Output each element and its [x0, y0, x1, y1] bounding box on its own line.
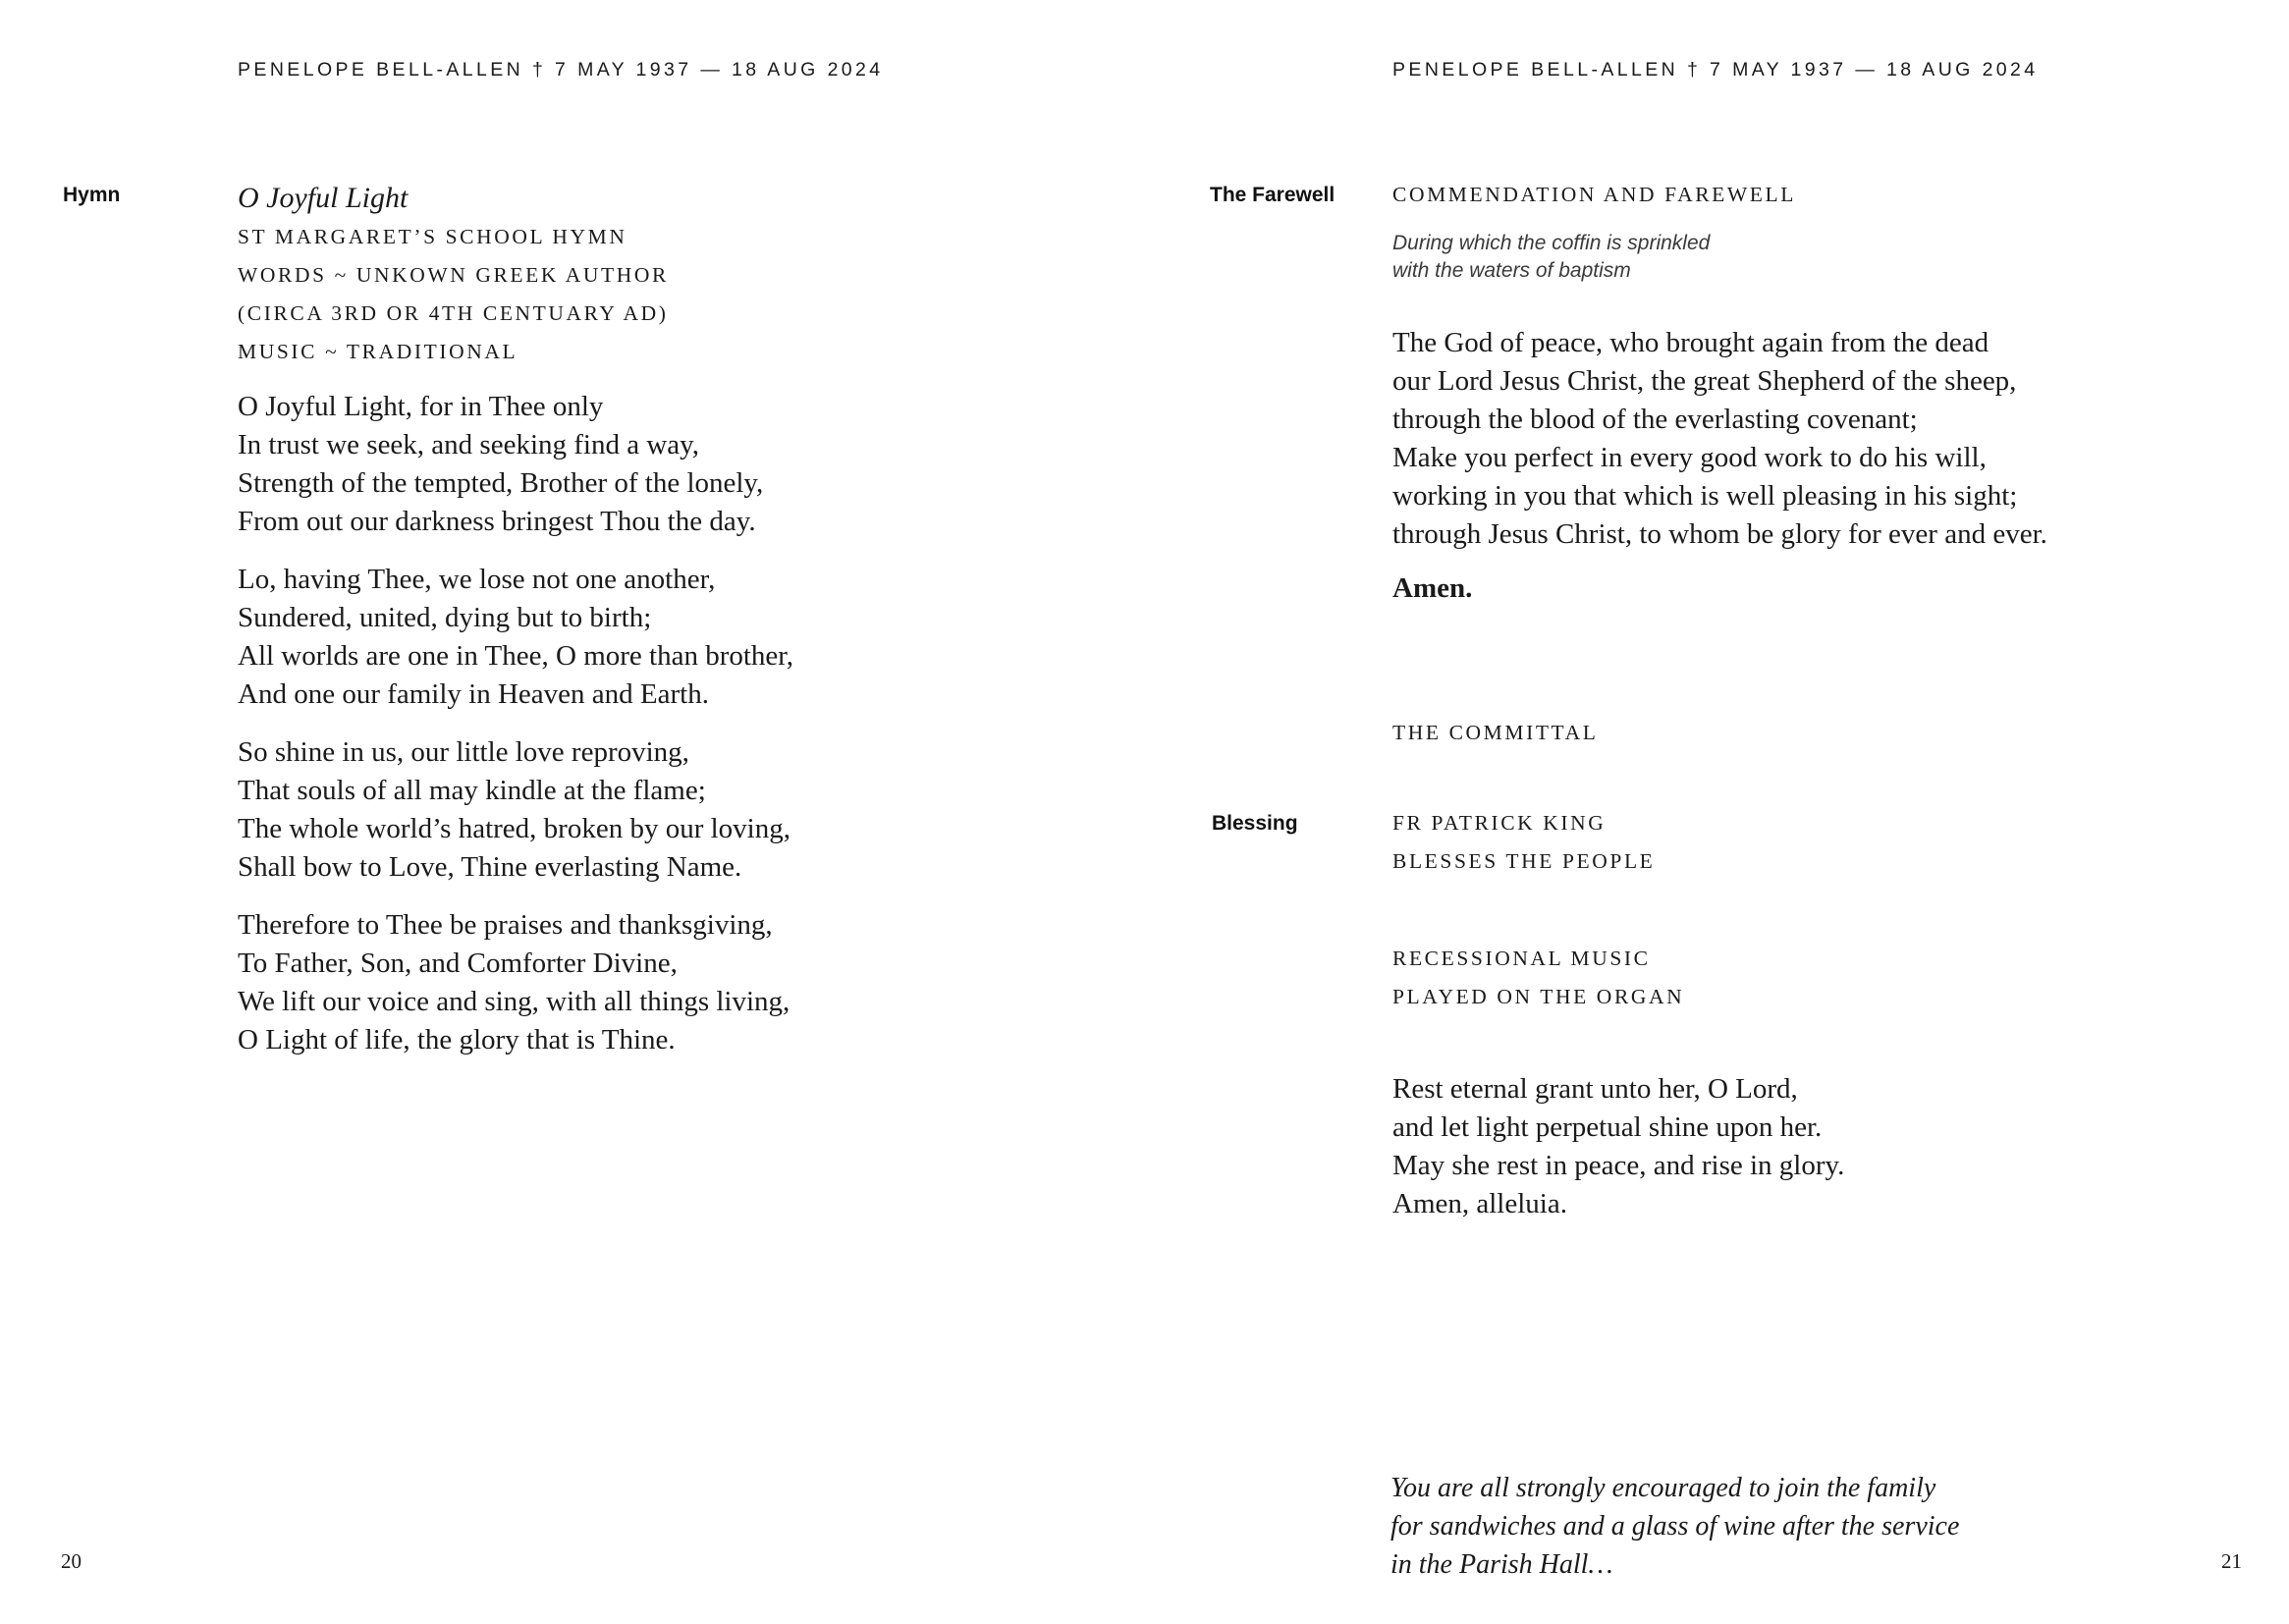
prayer-line: Amen, alleluia.: [1392, 1188, 1567, 1219]
farewell-prayer: [1392, 324, 2047, 554]
verse-line: That souls of all may kindle at the flame;: [238, 775, 706, 806]
farewell-rubric: [1392, 230, 2047, 285]
hymn-stanza-2: [238, 561, 793, 714]
right-page: [1145, 0, 2289, 1624]
verse-line: To Father, Son, and Comforter Divine,: [238, 947, 678, 979]
running-head-right: PENELOPE BELL-ALLEN † 7 MAY 1937 — 18 AUG 2024: [1392, 59, 2039, 81]
rest-eternal-prayer: [1392, 1070, 1844, 1223]
closing-note-line: for sandwiches and a glass of wine after the service: [1390, 1511, 1960, 1542]
verse-line: O Joyful Light, for in Thee only: [238, 391, 604, 422]
rubric-line: During which the coffin is sprinkled: [1392, 232, 1711, 254]
section-label-farewell: The Farewell: [1210, 184, 1335, 206]
prayer-line: working in you that which is well pleasing in his sight;: [1392, 480, 2018, 512]
verse-line: The whole world’s hatred, broken by our loving,: [238, 813, 790, 844]
hymn-verses: [238, 388, 793, 1059]
section-label-hymn: Hymn: [63, 184, 121, 206]
hymn-stanza-3: [238, 733, 793, 887]
blessing-line: FR PATRICK KING: [1392, 811, 1607, 835]
hymn-detail: MUSIC ~ TRADITIONAL: [238, 340, 518, 363]
hymn-details: [238, 218, 793, 371]
page-number-left: 20: [61, 1549, 82, 1573]
rubric-line: with the waters of baptism: [1392, 259, 1631, 282]
prayer-line: The God of peace, who brought again from the dead: [1392, 327, 1989, 358]
prayer-line: Rest eternal grant unto her, O Lord,: [1392, 1073, 1798, 1105]
hymn-detail: (CIRCA 3RD OR 4TH CENTUARY AD): [238, 301, 669, 325]
amen: Amen.: [1392, 572, 1473, 604]
page-number-right: 21: [2221, 1549, 2242, 1573]
blessing-line: BLESSES THE PEOPLE: [1392, 849, 1656, 873]
prayer-line: May she rest in peace, and rise in glory.: [1392, 1150, 1845, 1181]
running-head-left: PENELOPE BELL-ALLEN † 7 MAY 1937 — 18 AUG 2024: [238, 59, 884, 81]
verse-line: We lift our voice and sing, with all things living,: [238, 986, 790, 1017]
prayer-line: through Jesus Christ, to whom be glory for ever and ever.: [1392, 518, 2047, 550]
verse-line: O Light of life, the glory that is Thine.: [238, 1024, 676, 1056]
hymn-stanza-1: [238, 388, 793, 541]
closing-note-line: in the Parish Hall…: [1390, 1549, 1613, 1580]
verse-line: Strength of the tempted, Brother of the lonely,: [238, 467, 764, 499]
verse-line: And one our family in Heaven and Earth.: [238, 678, 709, 710]
verse-line: So shine in us, our little love reproving,: [238, 736, 689, 768]
section-label-blessing: Blessing: [1212, 812, 1298, 835]
verse-line: Sundered, united, dying but to birth;: [238, 602, 652, 633]
recessional-line: RECESSIONAL MUSIC: [1392, 947, 1651, 970]
verse-line: From out our darkness bringest Thou the day.: [238, 506, 756, 537]
hymn-stanza-4: [238, 906, 793, 1059]
hymn-detail: ST MARGARET’S SCHOOL HYMN: [238, 225, 627, 248]
committal-heading: THE COMMITTAL: [1392, 721, 1599, 744]
verse-line: Shall bow to Love, Thine everlasting Name.: [238, 851, 742, 883]
prayer-line: through the blood of the everlasting covenant;: [1392, 404, 1918, 435]
farewell-block: [1392, 176, 2047, 608]
committal-block: [1392, 714, 1598, 752]
verse-line: Lo, having Thee, we lose not one another,: [238, 564, 716, 595]
prayer-line: Make you perfect in every good work to do his will,: [1392, 442, 1987, 473]
closing-note-line: You are all strongly encouraged to join the family: [1390, 1473, 1936, 1503]
verse-line: In trust we seek, and seeking find a way,: [238, 429, 700, 460]
farewell-heading: COMMENDATION AND FAREWELL: [1392, 183, 1796, 206]
blessing-block: [1392, 804, 1655, 881]
left-page: [0, 0, 1144, 1624]
hymn-detail: WORDS ~ UNKOWN GREEK AUTHOR: [238, 263, 669, 287]
prayer-line: our Lord Jesus Christ, the great Shepherd of the sheep,: [1392, 365, 2017, 397]
prayer-line: and let light perpetual shine upon her.: [1392, 1111, 1823, 1143]
hymn-title: O Joyful Light: [238, 182, 409, 214]
hymn-block: [238, 179, 793, 1079]
closing-note: [1390, 1469, 1959, 1584]
verse-line: All worlds are one in Thee, O more than brother,: [238, 640, 794, 672]
recessional-line: PLAYED ON THE ORGAN: [1392, 985, 1685, 1008]
recessional-block: [1392, 940, 1684, 1016]
verse-line: Therefore to Thee be praises and thanksgiving,: [238, 909, 773, 941]
